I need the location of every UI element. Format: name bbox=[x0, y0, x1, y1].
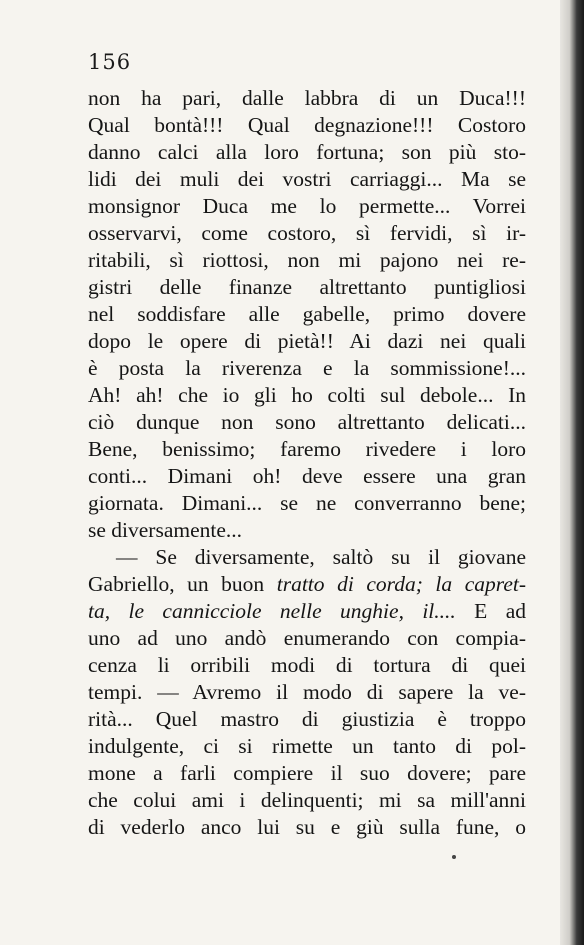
text-line: di vederlo anco lui su e giù sulla fune, o bbox=[88, 815, 526, 839]
text-line: Ah! ah! che io gli ho colti sul debole... In bbox=[88, 383, 526, 407]
text-line: Bene, benissimo; faremo rivedere i loro bbox=[88, 437, 526, 461]
text-line: conti... Dimani oh! deve essere una gran bbox=[88, 464, 526, 488]
text-line: tempi. — Avremo il modo di sapere la ve- bbox=[88, 680, 526, 704]
text-line: uno ad uno andò enumerando con compia- bbox=[88, 626, 526, 650]
page-number: 156 bbox=[88, 50, 132, 74]
body-text bbox=[88, 85, 526, 841]
text-line: che colui ami i delinquenti; mi sa mill'anni bbox=[88, 788, 526, 812]
text-line: Qual bontà!!! Qual degnazione!!! Costoro bbox=[88, 113, 526, 137]
text-line: cenza li orribili modi di tortura di quei bbox=[88, 653, 526, 677]
text-line: dopo le opere di pietà!! Ai dazi nei quali bbox=[88, 329, 526, 353]
text-line: ciò dunque non sono altrettanto delicati... bbox=[88, 410, 526, 434]
text-line: danno calci alla loro fortuna; son più sto- bbox=[88, 140, 526, 164]
text-line: giornata. Dimani... se ne converranno bene; bbox=[88, 491, 526, 515]
text-line: non ha pari, dalle labbra di un Duca!!! bbox=[88, 86, 526, 110]
text-line: osservarvi, come costoro, sì fervidi, sì ir- bbox=[88, 221, 526, 245]
text-line: è posta la riverenza e la sommissione!... bbox=[88, 356, 526, 380]
text-line: — Se diversamente, saltò su il giovane bbox=[116, 545, 526, 569]
text-line: nel soddisfare alle gabelle, primo dovere bbox=[88, 302, 526, 326]
text-line: se diversamente... bbox=[88, 518, 243, 542]
print-speck bbox=[452, 855, 456, 859]
text-line: mone a farli compiere il suo dovere; pare bbox=[88, 761, 526, 785]
italic-text: tratto di corda; la capret- bbox=[276, 572, 526, 596]
text-line: indulgente, ci si rimette un tanto di pol- bbox=[88, 734, 526, 758]
text-line: ta, le cannicciole nelle unghie, il.... E ad bbox=[88, 599, 526, 623]
text-line: gistri delle finanze altrettanto puntigliosi bbox=[88, 275, 526, 299]
text-line: lidi dei muli dei vostri carriaggi... Ma se bbox=[88, 167, 526, 191]
page-gutter-shadow bbox=[560, 0, 584, 945]
italic-text: ta, le cannicciole nelle unghie, il.... bbox=[88, 599, 456, 623]
text-line: monsignor Duca me lo permette... Vorrei bbox=[88, 194, 526, 218]
text-line: Gabriello, un buon tratto di corda; la capret- bbox=[88, 572, 526, 596]
text-line: ritabili, sì riottosi, non mi pajono nei re- bbox=[88, 248, 526, 272]
text-line: rità... Quel mastro di giustizia è troppo bbox=[88, 707, 526, 731]
